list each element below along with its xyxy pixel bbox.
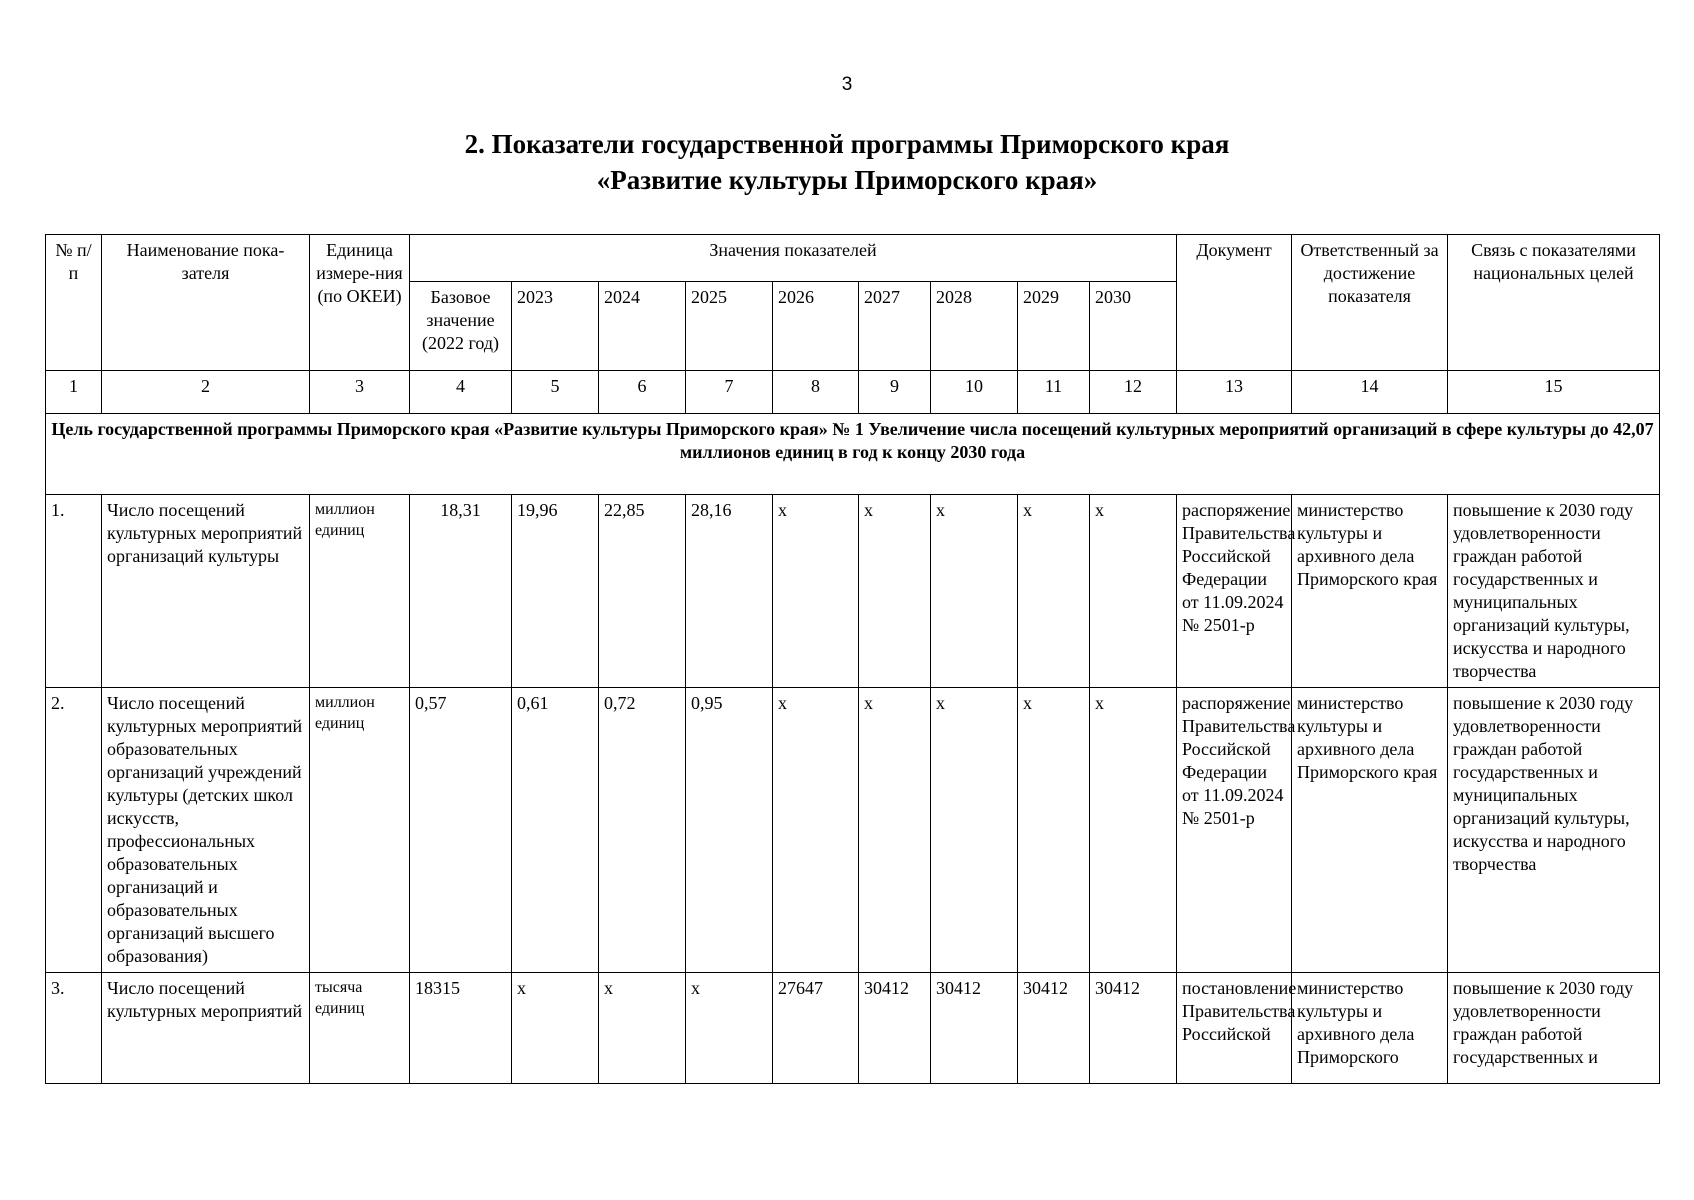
row-num: 1. [46, 495, 102, 688]
row-num: 2. [46, 688, 102, 973]
indicator-name: Число посещений культурных мероприятий организаций культуры [102, 495, 310, 688]
title-line-1: 2. Показатели государственной программы Приморского края [464, 129, 1230, 159]
header-year: 2026 [773, 282, 859, 371]
column-number: 10 [931, 371, 1018, 414]
year-value: x [1018, 688, 1090, 973]
header-year: 2028 [931, 282, 1018, 371]
column-number: 13 [1177, 371, 1292, 414]
unit: тысяча единиц [310, 973, 410, 1084]
year-value: x [512, 973, 599, 1084]
header-year: 2029 [1018, 282, 1090, 371]
year-value: 0,61 [512, 688, 599, 973]
header-num: № п/п [46, 235, 102, 371]
year-value: x [931, 495, 1018, 688]
responsible: министерство культуры и архивного дела Приморского [1292, 973, 1448, 1084]
year-value: 30412 [1018, 973, 1090, 1084]
document: распоряжение Правительства Российской Федерации от 11.09.2024 № 2501-р [1177, 495, 1292, 688]
section-title [0, 126, 1694, 198]
table-row [46, 688, 1660, 973]
national-goal-link: повышение к 2030 году удовлетворенности граждан работой государственных и муниципальных организаций культуры, искусства и народного творчества [1448, 495, 1660, 688]
document: распоряжение Правительства Российской Федерации от 11.09.2024 № 2501-р [1177, 688, 1292, 973]
base-value: 18,31 [410, 495, 512, 688]
table-row [46, 973, 1660, 1084]
header-resp: Ответственный за достижение показателя [1292, 235, 1448, 371]
goal-row [46, 414, 1660, 495]
year-value: 27647 [773, 973, 859, 1084]
year-value: x [773, 688, 859, 973]
header-values: Значения показателей [410, 235, 1177, 282]
indicators-table [45, 234, 1660, 1084]
page-number: 3 [841, 74, 853, 95]
year-value: x [686, 973, 773, 1084]
header-unit: Единица измере-ния (по ОКЕИ) [310, 235, 410, 371]
column-number: 14 [1292, 371, 1448, 414]
column-number: 5 [512, 371, 599, 414]
base-value: 18315 [410, 973, 512, 1084]
header-link: Связь с показателями национальных целей [1448, 235, 1660, 371]
column-number: 4 [410, 371, 512, 414]
title-line-2: «Развитие культуры Приморского края» [596, 165, 1098, 195]
year-value: x [1090, 495, 1177, 688]
column-number: 11 [1018, 371, 1090, 414]
year-value: 22,85 [599, 495, 686, 688]
unit: миллион единиц [310, 688, 410, 973]
unit: миллион единиц [310, 495, 410, 688]
base-value: 0,57 [410, 688, 512, 973]
year-value: 30412 [931, 973, 1018, 1084]
indicator-name: Число посещений культурных мероприятий [102, 973, 310, 1084]
row-num: 3. [46, 973, 102, 1084]
year-value: x [1018, 495, 1090, 688]
year-value: x [859, 688, 931, 973]
header-year: 2024 [599, 282, 686, 371]
year-value: 28,16 [686, 495, 773, 688]
year-value: 0,72 [599, 688, 686, 973]
year-value: x [1090, 688, 1177, 973]
column-number: 3 [310, 371, 410, 414]
header-year: 2027 [859, 282, 931, 371]
year-value: x [859, 495, 931, 688]
header-doc: Документ [1177, 235, 1292, 371]
year-value: x [599, 973, 686, 1084]
column-number: 15 [1448, 371, 1660, 414]
header-year: 2023 [512, 282, 599, 371]
year-value: 30412 [1090, 973, 1177, 1084]
year-value: 0,95 [686, 688, 773, 973]
year-value: x [773, 495, 859, 688]
national-goal-link: повышение к 2030 году удовлетворенности граждан работой государственных и [1448, 973, 1660, 1084]
column-number: 12 [1090, 371, 1177, 414]
column-number-row [46, 371, 1660, 414]
document: постановление Правительства Российской [1177, 973, 1292, 1084]
header-year: 2030 [1090, 282, 1177, 371]
year-value: 19,96 [512, 495, 599, 688]
header-name: Наименование пока-зателя [102, 235, 310, 371]
header-row [46, 235, 1660, 282]
year-value: 30412 [859, 973, 931, 1084]
header-base: Базовое значение (2022 год) [410, 282, 512, 371]
national-goal-link: повышение к 2030 году удовлетворенности граждан работой государственных и муниципальных организаций культуры, искусства и народного творчества [1448, 688, 1660, 973]
column-number: 2 [102, 371, 310, 414]
responsible: министерство культуры и архивного дела Приморского края [1292, 495, 1448, 688]
responsible: министерство культуры и архивного дела Приморского края [1292, 688, 1448, 973]
column-number: 6 [599, 371, 686, 414]
column-number: 7 [686, 371, 773, 414]
table-row [46, 495, 1660, 688]
column-number: 8 [773, 371, 859, 414]
column-number: 9 [859, 371, 931, 414]
year-value: x [931, 688, 1018, 973]
column-number: 1 [46, 371, 102, 414]
program-goal: Цель государственной программы Приморского края «Развитие культуры Приморского края» № 1 Увеличение числа посещений культурных мероприятий организаций в сфере культуры до 42,07 миллионов единиц в год к концу 2030 года [46, 414, 1660, 495]
indicator-name: Число посещений культурных мероприятий образовательных организаций учреждений культуры (детских школ искусств, профессиональных образовательных организаций и образовательных организаций высшего образования) [102, 688, 310, 973]
header-year: 2025 [686, 282, 773, 371]
